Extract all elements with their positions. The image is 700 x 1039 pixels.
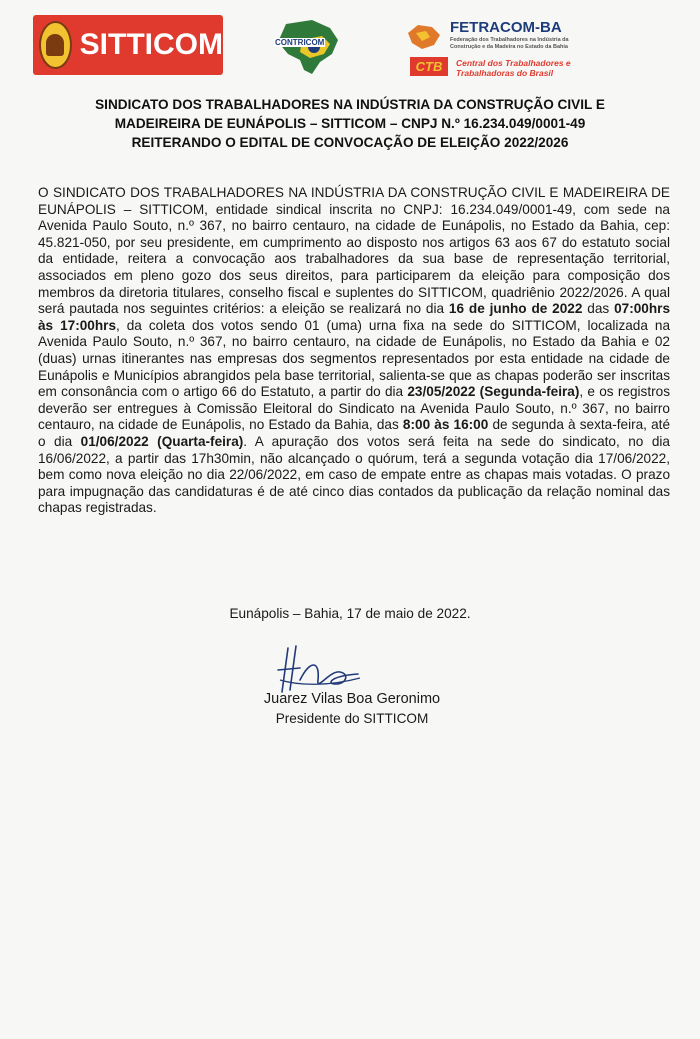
title-line-2: MADEIREIRA DE EUNÁPOLIS – SITTICOM – CNPJ N.º 16.234.049/0001-49 (114, 116, 586, 131)
body-text-6: . A apuração dos votos será feita na sede do sindicato, no dia 16/06/2022, a partir das 17h30min, não alcançado o quórum, terá a segunda votação dia 17/06/2022, bem como nova eleição no dia 22/06/2022, em caso de empate entre as chapas mais votadas. O prazo para impugnação das candidaturas é de até cinco dias contados da publicação da relação nominal das chapas registradas. (38, 433, 670, 516)
fetracom-subtitle: Federação dos Trabalhadores na Indústria da Construção e da Madeira no Estado da Bahia (450, 37, 569, 50)
ctb-subtitle: Central dos Trabalhadores e Trabalhadoras do Brasil (456, 58, 571, 78)
place-and-date: Eunápolis – Bahia, 17 de maio de 2022. (229, 606, 471, 621)
document-title (30, 95, 670, 152)
ctb-logo-text: CTB (410, 57, 448, 76)
signer-name (0, 691, 700, 707)
title-line-1: SINDICATO DOS TRABALHADORES NA INDÚSTRIA DA CONSTRUÇÃO CIVIL E (95, 97, 605, 112)
body-text-3: , da coleta dos votos sendo 01 (uma) urna fixa na sede do SITTICOM, localizada na Avenida Paulo Souto, n.º 367, no bairro centauro, na cidade de Eunápolis, no Estado da Bahia e 02 (duas) urnas itinerantes nas empresas dos segmentos representados por esta entidade na cidade de Eunápolis e Municípios abrangidos pela base territorial, salienta-se que as chapas poderão ser inscritas em consonância com o artigo 66 do Estatuto, a partir do dia (38, 317, 671, 400)
body-paragraph (38, 185, 670, 517)
signer-role (0, 711, 700, 726)
registration-start-date: 23/05/2022 (Segunda-feira) (407, 384, 580, 400)
sitticom-logo (33, 15, 223, 75)
brazil-map-icon (272, 18, 342, 78)
registration-end-date: 01/06/2022 (Quarta-feira) (80, 433, 244, 449)
fetracom-logo (404, 17, 594, 79)
signer-role-text: Presidente do SITTICOM (275, 711, 429, 726)
registration-hours: 8:00 às 16:00 (402, 417, 489, 433)
contricom-logo-text: CONTRICOM (275, 38, 325, 47)
bahia-map-icon (406, 23, 442, 51)
body-text-5: de segunda à sexta-feira, até o dia (38, 417, 671, 449)
voting-hours: 07:00hrs às 17:00hrs (38, 301, 670, 333)
contricom-logo (272, 18, 342, 78)
body-text-1: O SINDICATO DOS TRABALHADORES NA INDÚSTRIA DA CONSTRUÇÃO CIVIL E MADEIREIRA DE EUNÁPOLIS – SITTICOM, entidade sindical inscrita no CNPJ: 16.234.049/0001-49, com sede na Avenida Paulo Souto, n.º 367, no bairro centauro, na cidade de Eunápolis, no Estado da Bahia, cep: 45.821-050, por seu presidente, em cumprimento ao disposto nos artigos 63 aos 67 do estatuto social da entidade, reitera a convocação aos trabalhadores da sua base de representação territorial, associados em pleno gozo dos seus direitos, para participarem da eleição para composição dos membros da diretoria titulares, conselho fiscal e suplentes do SITTICOM, quadriênio 2022/2026. A qual será pautada nos seguintes critérios: a eleição se realizará no dia (38, 185, 670, 317)
title-line-3: REITERANDO O EDITAL DE CONVOCAÇÃO DE ELEIÇÃO 2022/2026 (131, 135, 569, 150)
election-date: 16 de junho de 2022 (448, 301, 583, 317)
fetracom-logo-text: FETRACOM-BA (450, 19, 562, 36)
signer-name-text: Juarez Vilas Boa Geronimo (263, 691, 441, 707)
worker-emblem-icon (39, 21, 72, 69)
body-text-4: , e os registros deverão ser entregues à Comissão Eleitoral do Sindicato na Avenida Paulo Souto, n.º 367, no bairro centauro, na cidade de Eunápolis, no Estado da Bahia, das (38, 384, 670, 433)
sitticom-logo-text: SITTICOM (79, 28, 223, 61)
body-text-2: das (582, 301, 615, 317)
